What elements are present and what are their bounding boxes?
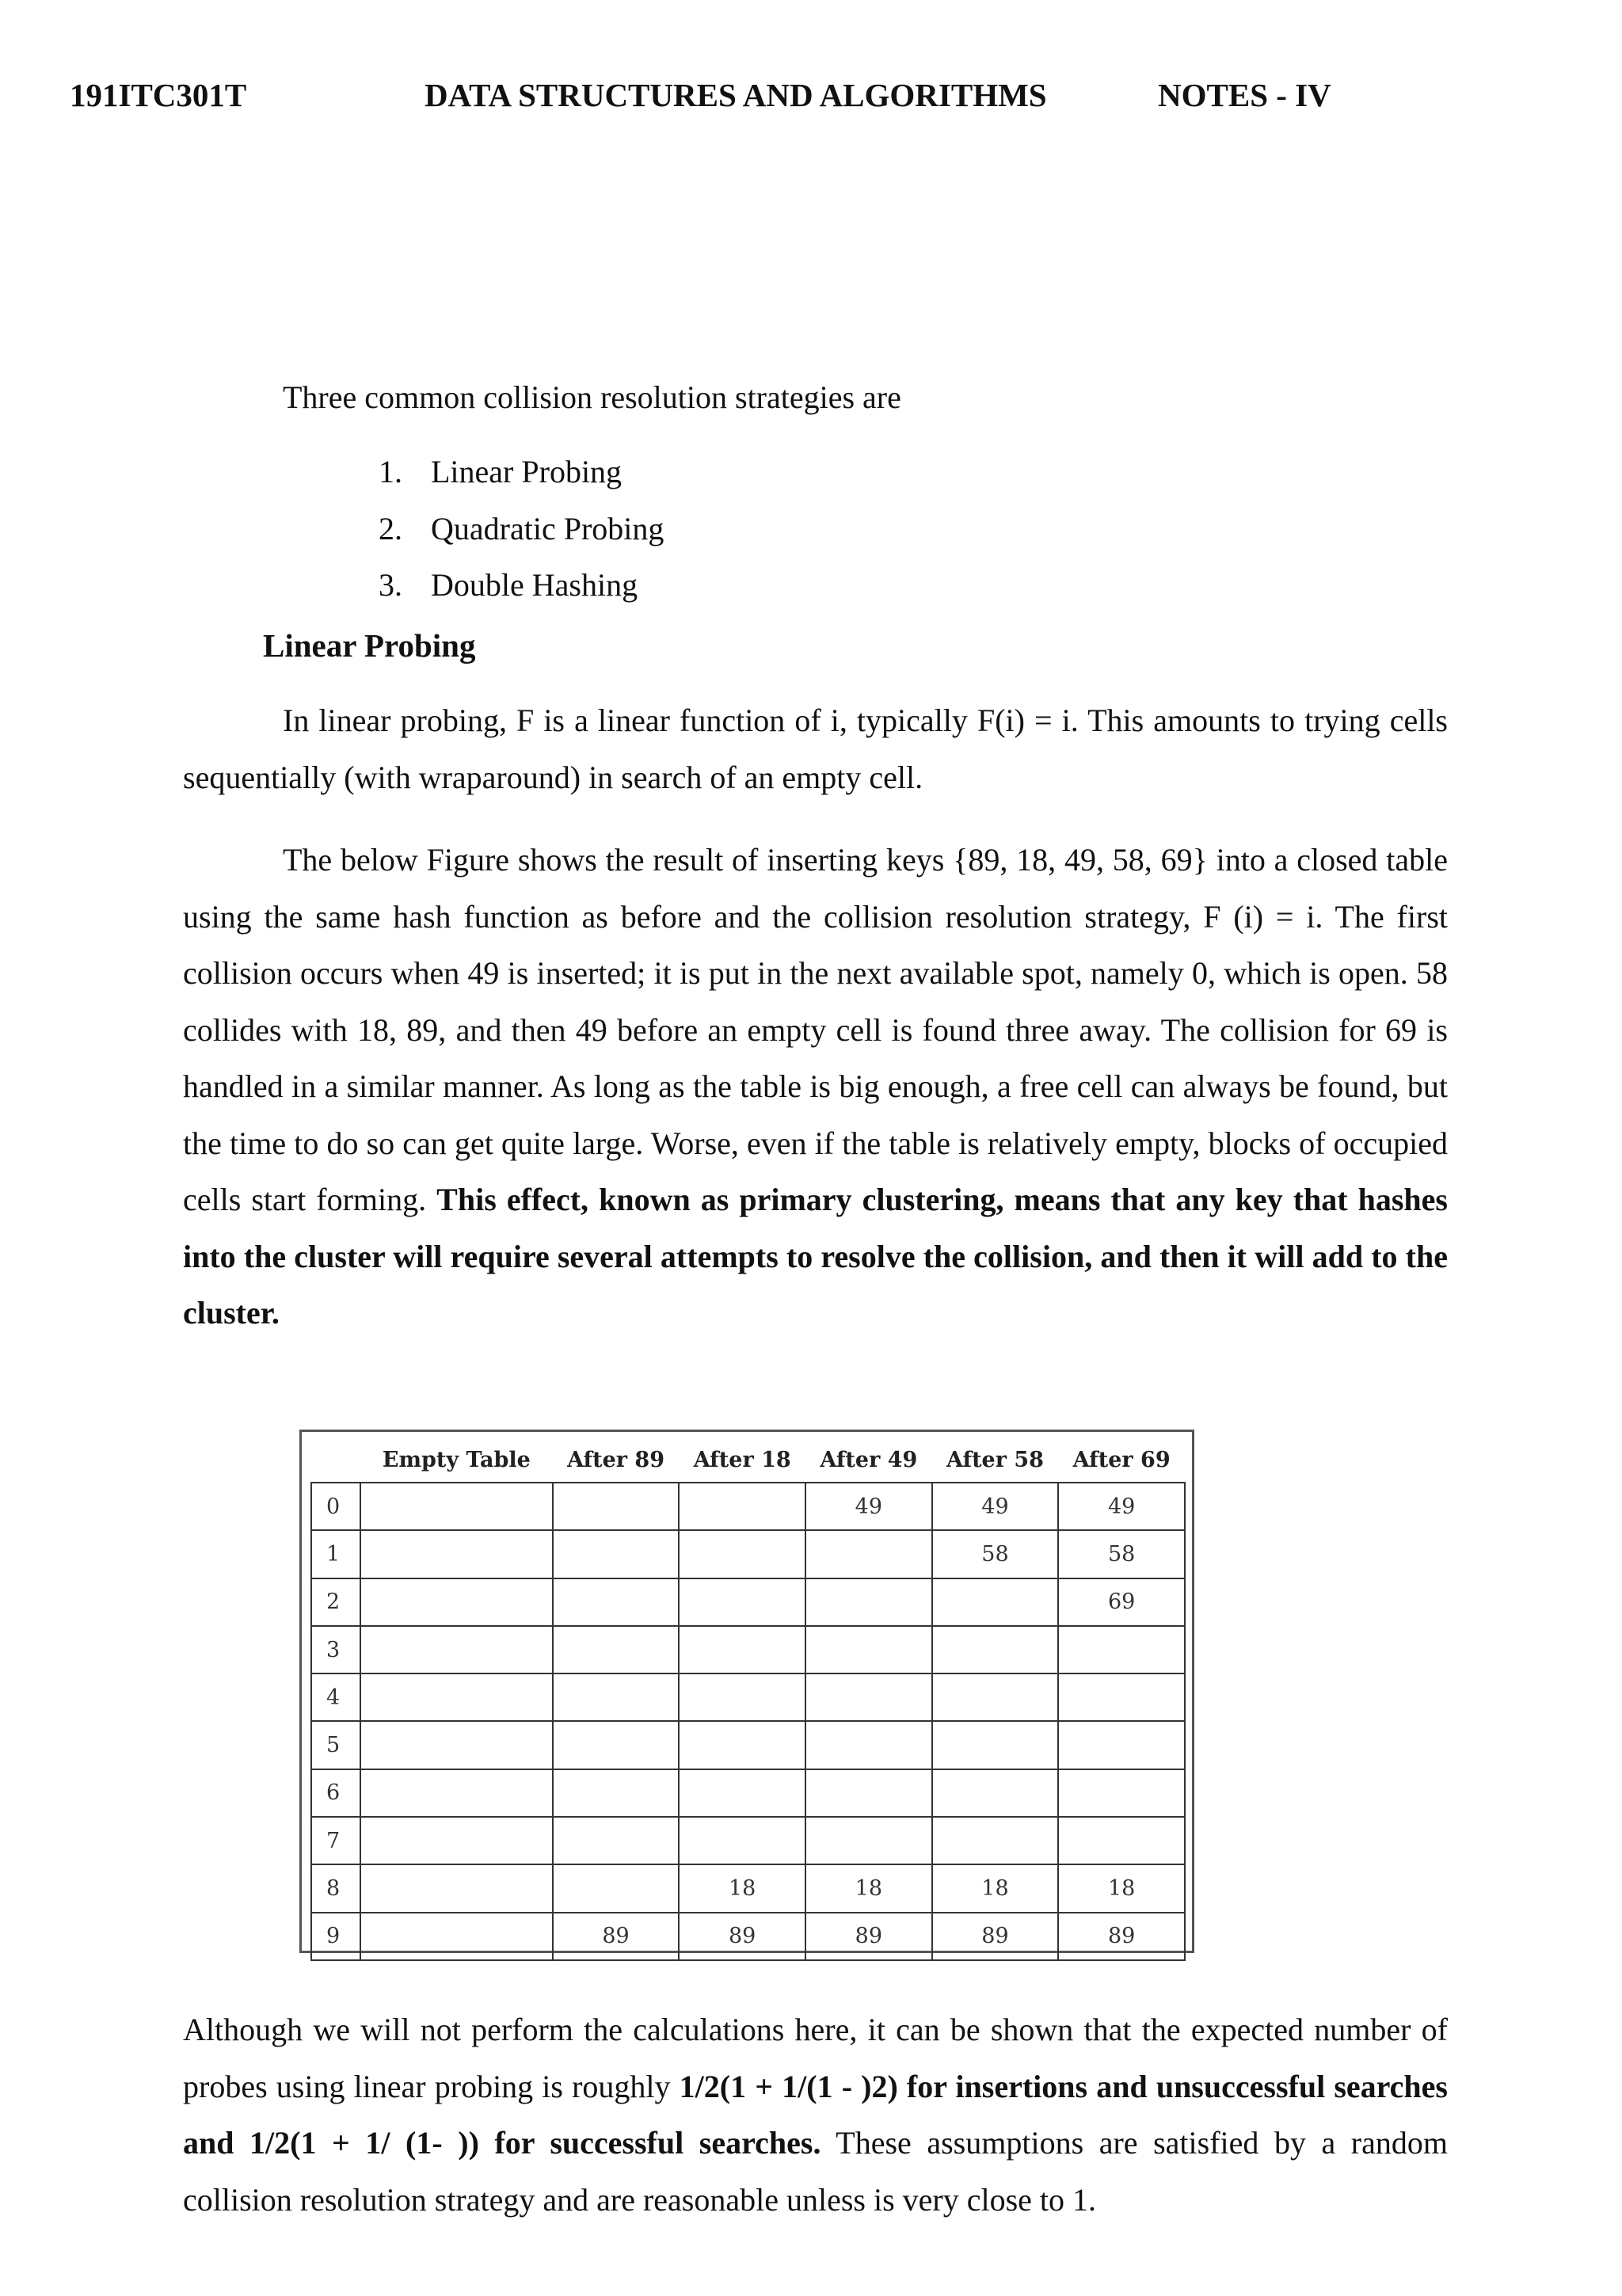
table-cell [360,1530,553,1578]
table-cell [553,1721,680,1769]
table-cell [553,1864,680,1912]
table-cell [679,1530,805,1578]
table-row [311,1578,1185,1626]
table-cell [360,1817,553,1864]
table-cell [553,1817,680,1864]
strategy-list [379,444,664,614]
table-cell [360,1578,553,1626]
table-row [311,1626,1185,1673]
table-cell [360,1864,553,1912]
table-cell: 49 [1058,1483,1185,1530]
table-cell [932,1578,1059,1626]
list-number: 1. [379,454,402,489]
table-cell: 69 [1058,1578,1185,1626]
table-row [311,1530,1185,1578]
course-title: DATA STRUCTURES AND ALGORITHMS [425,77,1047,113]
table-cell [679,1721,805,1769]
row-index-cell: 7 [311,1817,360,1864]
list-number: 3. [379,567,402,603]
table-cell [932,1626,1059,1673]
row-index-cell: 1 [311,1530,360,1578]
list-item [379,557,664,614]
table-cell [553,1626,680,1673]
table-cell [1058,1626,1185,1673]
paragraph-expected-probes [183,2001,1448,2228]
table-cell [679,1673,805,1721]
table-cell: 18 [679,1864,805,1912]
table-cell [553,1578,680,1626]
table-cell [805,1626,932,1673]
table-cell [932,1769,1059,1817]
table-cell [679,1483,805,1530]
list-label: Linear Probing [431,454,623,489]
column-header: After 58 [946,1448,1044,1472]
table-cell [1058,1817,1185,1864]
row-index-cell: 8 [311,1864,360,1912]
page-header [70,76,1337,116]
table-cell [553,1673,680,1721]
list-item [379,501,664,558]
table-cell [360,1483,553,1530]
table-row [311,1769,1185,1817]
table-cell [553,1530,680,1578]
table-header-row [311,1438,1185,1483]
list-label: Double Hashing [431,567,638,603]
list-number: 2. [379,510,402,546]
table-cell: 49 [932,1483,1059,1530]
hash-table-figure [299,1430,1194,1953]
notes-label: NOTES - IV [1158,77,1331,113]
table-cell: 89 [679,1913,805,1960]
table-cell [805,1817,932,1864]
row-index-cell: 4 [311,1673,360,1721]
table-cell: 89 [1058,1913,1185,1960]
table-cell: 18 [1058,1864,1185,1912]
table-body [311,1483,1185,1960]
table-cell [805,1769,932,1817]
table-cell [360,1721,553,1769]
row-index-cell: 9 [311,1913,360,1960]
table-row [311,1864,1185,1912]
table-cell [553,1769,680,1817]
table-cell [679,1817,805,1864]
table-cell: 18 [805,1864,932,1912]
table-cell: 89 [805,1913,932,1960]
table-cell [679,1626,805,1673]
column-header: Empty Table [382,1448,531,1472]
table-cell [805,1673,932,1721]
paragraph-linear-probing [183,692,1448,805]
paragraph-text: In linear probing, F is a linear function of i, typically F(i) = i. This amounts to trying cells sequentially (with wraparound) in search of an empty cell. [183,703,1448,795]
table-cell [932,1817,1059,1864]
paragraph-figure-explanation [183,832,1448,1342]
table-row [311,1483,1185,1530]
table-cell [553,1483,680,1530]
column-header: After 49 [820,1448,918,1472]
paragraph-text: The below Figure shows the result of inserting keys {89, 18, 49, 58, 69} into a closed table using the same hash function as before and the collision resolution strategy, F (i) = i. The first collision occurs when 49 is inserted; it is put in the next available spot, namely 0, which is open. 58 collides with 18, 89, and then 49 before an empty cell is found three away. The collision for 69 is handled in a similar manner. As long as the table is big enough, a free cell can always be found, but the time to do so can get quite large. Worse, even if the table is relatively empty, blocks of occupied cells start forming. [183,842,1448,1217]
paragraph-text: These assumptions are satisfied by a random collision resolution strategy and are reasonable unless is very close to 1. [183,2125,1448,2218]
row-index-cell: 0 [311,1483,360,1530]
table-row [311,1673,1185,1721]
table-cell [805,1578,932,1626]
table-cell [360,1673,553,1721]
table-cell [932,1721,1059,1769]
table-cell [1058,1721,1185,1769]
table-cell [1058,1769,1185,1817]
intro-text: Three common collision resolution strategies are [283,379,901,415]
paragraph-bold-text: This effect, known as primary clustering, means that any key that hashes into the cluster will require several attempts to resolve the collision, and then it will add to the cluster. [183,1182,1448,1331]
column-header: After 69 [1072,1448,1171,1472]
row-index-cell: 3 [311,1626,360,1673]
table-cell [805,1721,932,1769]
table-row [311,1913,1185,1960]
table-cell [360,1913,553,1960]
paragraph-bold-text: 1/2(1 + 1/(1 - )2) for insertions and unsuccessful searches and 1/2(1 + 1/ (1- )) for successful searches. [183,2068,1448,2161]
table-cell [805,1530,932,1578]
table-row [311,1721,1185,1769]
table-row [311,1817,1185,1864]
table-cell: 58 [1058,1530,1185,1578]
table-cell [360,1769,553,1817]
list-item [379,444,664,501]
column-header [311,1438,360,1483]
table-cell: 89 [553,1913,680,1960]
section-heading: Linear Probing [263,627,476,664]
table-cell: 18 [932,1864,1059,1912]
column-header: After 18 [693,1448,791,1472]
list-label: Quadratic Probing [431,510,664,546]
paragraph-text: Although we will not perform the calculations here, it can be shown that the expected number of probes using linear probing is roughly [183,2012,1448,2104]
hash-table [310,1438,1186,1961]
table-cell [932,1673,1059,1721]
table-cell [679,1578,805,1626]
course-code: 191ITC301T [70,77,247,113]
table-cell: 89 [932,1913,1059,1960]
table-cell [679,1769,805,1817]
table-cell: 49 [805,1483,932,1530]
row-index-cell: 6 [311,1769,360,1817]
table-cell [360,1626,553,1673]
table-cell [1058,1673,1185,1721]
row-index-cell: 2 [311,1578,360,1626]
row-index-cell: 5 [311,1721,360,1769]
column-header: After 89 [567,1448,664,1472]
table-cell: 58 [932,1530,1059,1578]
